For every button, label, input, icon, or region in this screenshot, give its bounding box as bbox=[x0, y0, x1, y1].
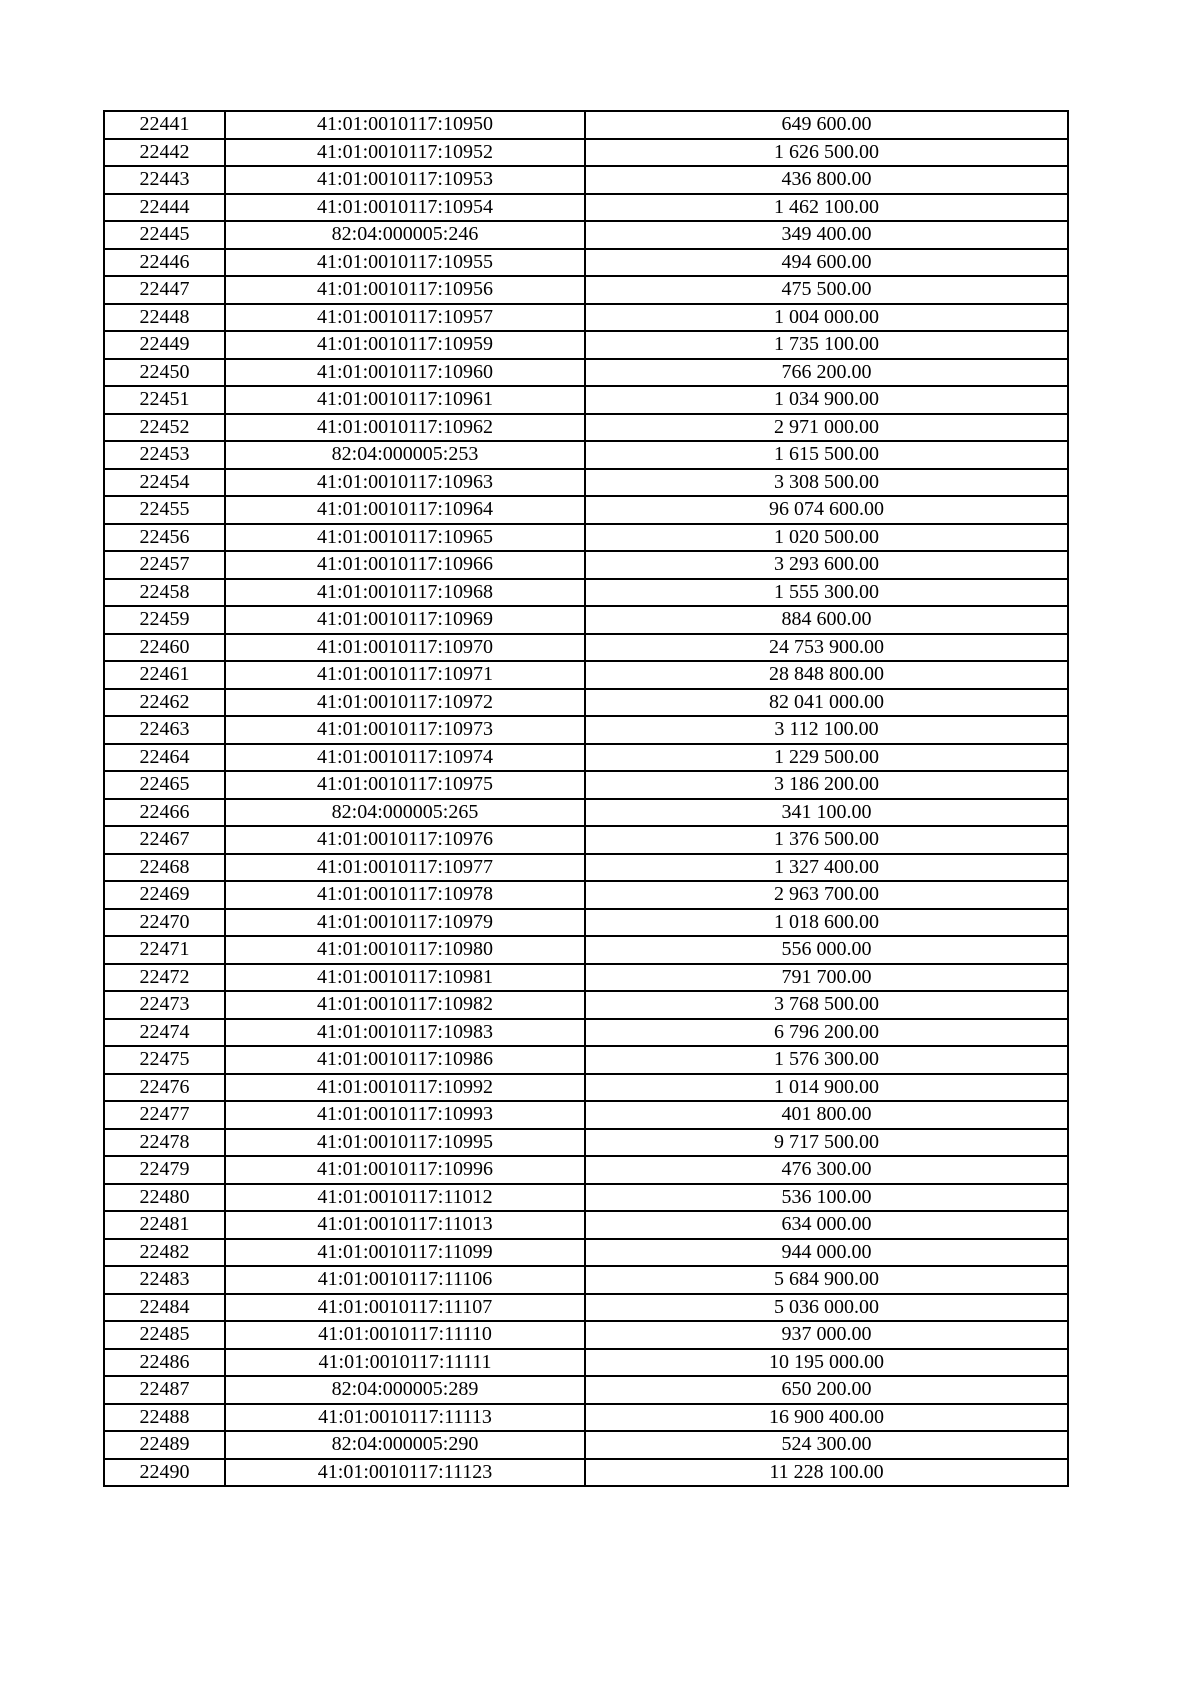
table-row bbox=[104, 386, 1068, 414]
row-number-cell: 22458 bbox=[104, 579, 225, 607]
cadastral-value-cell: 1 576 300.00 bbox=[585, 1046, 1068, 1074]
table-row bbox=[104, 1376, 1068, 1404]
row-number-cell: 22488 bbox=[104, 1404, 225, 1432]
table-row bbox=[104, 496, 1068, 524]
cadastral-value-cell: 436 800.00 bbox=[585, 166, 1068, 194]
table-row bbox=[104, 606, 1068, 634]
cadastral-number-cell: 41:01:0010117:10980 bbox=[225, 936, 585, 964]
row-number-cell: 22490 bbox=[104, 1459, 225, 1487]
cadastral-number-cell: 41:01:0010117:10992 bbox=[225, 1074, 585, 1102]
row-number-cell: 22466 bbox=[104, 799, 225, 827]
row-number-cell: 22484 bbox=[104, 1294, 225, 1322]
table-row bbox=[104, 689, 1068, 717]
cadastral-number-cell: 41:01:0010117:10964 bbox=[225, 496, 585, 524]
row-number-cell: 22441 bbox=[104, 111, 225, 139]
cadastral-value-table bbox=[103, 110, 1069, 1487]
cadastral-value-cell: 1 555 300.00 bbox=[585, 579, 1068, 607]
cadastral-number-cell: 82:04:000005:265 bbox=[225, 799, 585, 827]
row-number-cell: 22486 bbox=[104, 1349, 225, 1377]
cadastral-value-cell: 766 200.00 bbox=[585, 359, 1068, 387]
cadastral-number-cell: 41:01:0010117:10952 bbox=[225, 139, 585, 167]
cadastral-value-cell: 11 228 100.00 bbox=[585, 1459, 1068, 1487]
table-row bbox=[104, 964, 1068, 992]
table-row bbox=[104, 414, 1068, 442]
table-row bbox=[104, 661, 1068, 689]
cadastral-value-cell: 16 900 400.00 bbox=[585, 1404, 1068, 1432]
cadastral-number-cell: 41:01:0010117:11099 bbox=[225, 1239, 585, 1267]
cadastral-value-cell: 9 717 500.00 bbox=[585, 1129, 1068, 1157]
cadastral-value-cell: 475 500.00 bbox=[585, 276, 1068, 304]
row-number-cell: 22474 bbox=[104, 1019, 225, 1047]
cadastral-value-cell: 1 327 400.00 bbox=[585, 854, 1068, 882]
cadastral-number-cell: 41:01:0010117:10972 bbox=[225, 689, 585, 717]
cadastral-value-cell: 3 768 500.00 bbox=[585, 991, 1068, 1019]
row-number-cell: 22467 bbox=[104, 826, 225, 854]
table-row bbox=[104, 1129, 1068, 1157]
table-row bbox=[104, 331, 1068, 359]
cadastral-value-cell: 96 074 600.00 bbox=[585, 496, 1068, 524]
row-number-cell: 22479 bbox=[104, 1156, 225, 1184]
table-row bbox=[104, 441, 1068, 469]
cadastral-number-cell: 41:01:0010117:11111 bbox=[225, 1349, 585, 1377]
table-row bbox=[104, 139, 1068, 167]
table-row bbox=[104, 359, 1068, 387]
row-number-cell: 22485 bbox=[104, 1321, 225, 1349]
table-row bbox=[104, 771, 1068, 799]
cadastral-value-cell: 1 020 500.00 bbox=[585, 524, 1068, 552]
table-row bbox=[104, 826, 1068, 854]
cadastral-value-cell: 634 000.00 bbox=[585, 1211, 1068, 1239]
row-number-cell: 22482 bbox=[104, 1239, 225, 1267]
cadastral-value-cell: 536 100.00 bbox=[585, 1184, 1068, 1212]
cadastral-number-cell: 41:01:0010117:10973 bbox=[225, 716, 585, 744]
cadastral-number-cell: 41:01:0010117:10965 bbox=[225, 524, 585, 552]
cadastral-number-cell: 41:01:0010117:10995 bbox=[225, 1129, 585, 1157]
cadastral-number-cell: 41:01:0010117:10955 bbox=[225, 249, 585, 277]
row-number-cell: 22447 bbox=[104, 276, 225, 304]
row-number-cell: 22478 bbox=[104, 1129, 225, 1157]
row-number-cell: 22477 bbox=[104, 1101, 225, 1129]
row-number-cell: 22463 bbox=[104, 716, 225, 744]
row-number-cell: 22455 bbox=[104, 496, 225, 524]
table-row bbox=[104, 1459, 1068, 1487]
row-number-cell: 22459 bbox=[104, 606, 225, 634]
cadastral-value-cell: 650 200.00 bbox=[585, 1376, 1068, 1404]
row-number-cell: 22454 bbox=[104, 469, 225, 497]
row-number-cell: 22460 bbox=[104, 634, 225, 662]
cadastral-number-cell: 41:01:0010117:10966 bbox=[225, 551, 585, 579]
row-number-cell: 22472 bbox=[104, 964, 225, 992]
cadastral-number-cell: 41:01:0010117:11106 bbox=[225, 1266, 585, 1294]
cadastral-value-cell: 1 018 600.00 bbox=[585, 909, 1068, 937]
cadastral-number-cell: 41:01:0010117:10974 bbox=[225, 744, 585, 772]
cadastral-number-cell: 41:01:0010117:10954 bbox=[225, 194, 585, 222]
cadastral-value-cell: 1 615 500.00 bbox=[585, 441, 1068, 469]
cadastral-value-cell: 349 400.00 bbox=[585, 221, 1068, 249]
table-row bbox=[104, 111, 1068, 139]
table-row bbox=[104, 936, 1068, 964]
cadastral-number-cell: 82:04:000005:290 bbox=[225, 1431, 585, 1459]
table-row bbox=[104, 194, 1068, 222]
cadastral-number-cell: 41:01:0010117:10957 bbox=[225, 304, 585, 332]
table-body bbox=[104, 111, 1068, 1486]
cadastral-number-cell: 41:01:0010117:10962 bbox=[225, 414, 585, 442]
cadastral-value-cell: 2 963 700.00 bbox=[585, 881, 1068, 909]
row-number-cell: 22461 bbox=[104, 661, 225, 689]
row-number-cell: 22456 bbox=[104, 524, 225, 552]
cadastral-number-cell: 41:01:0010117:10978 bbox=[225, 881, 585, 909]
table-row bbox=[104, 551, 1068, 579]
table-row bbox=[104, 991, 1068, 1019]
cadastral-value-cell: 3 293 600.00 bbox=[585, 551, 1068, 579]
cadastral-value-cell: 5 684 900.00 bbox=[585, 1266, 1068, 1294]
cadastral-number-cell: 41:01:0010117:10986 bbox=[225, 1046, 585, 1074]
cadastral-value-cell: 82 041 000.00 bbox=[585, 689, 1068, 717]
cadastral-value-cell: 524 300.00 bbox=[585, 1431, 1068, 1459]
table-row bbox=[104, 1211, 1068, 1239]
row-number-cell: 22450 bbox=[104, 359, 225, 387]
table-row bbox=[104, 166, 1068, 194]
cadastral-number-cell: 41:01:0010117:10963 bbox=[225, 469, 585, 497]
table-row bbox=[104, 276, 1068, 304]
row-number-cell: 22487 bbox=[104, 1376, 225, 1404]
row-number-cell: 22475 bbox=[104, 1046, 225, 1074]
table-row bbox=[104, 854, 1068, 882]
row-number-cell: 22442 bbox=[104, 139, 225, 167]
cadastral-value-cell: 884 600.00 bbox=[585, 606, 1068, 634]
cadastral-number-cell: 41:01:0010117:10975 bbox=[225, 771, 585, 799]
table-row bbox=[104, 1184, 1068, 1212]
cadastral-number-cell: 41:01:0010117:11107 bbox=[225, 1294, 585, 1322]
cadastral-value-cell: 28 848 800.00 bbox=[585, 661, 1068, 689]
cadastral-number-cell: 41:01:0010117:10960 bbox=[225, 359, 585, 387]
cadastral-number-cell: 41:01:0010117:10953 bbox=[225, 166, 585, 194]
row-number-cell: 22468 bbox=[104, 854, 225, 882]
table-row bbox=[104, 1156, 1068, 1184]
cadastral-value-cell: 791 700.00 bbox=[585, 964, 1068, 992]
row-number-cell: 22444 bbox=[104, 194, 225, 222]
table-row bbox=[104, 469, 1068, 497]
cadastral-value-cell: 944 000.00 bbox=[585, 1239, 1068, 1267]
cadastral-number-cell: 41:01:0010117:10970 bbox=[225, 634, 585, 662]
table-row bbox=[104, 524, 1068, 552]
cadastral-number-cell: 41:01:0010117:10950 bbox=[225, 111, 585, 139]
cadastral-number-cell: 41:01:0010117:10968 bbox=[225, 579, 585, 607]
cadastral-number-cell: 41:01:0010117:11110 bbox=[225, 1321, 585, 1349]
cadastral-value-cell: 649 600.00 bbox=[585, 111, 1068, 139]
cadastral-value-cell: 1 462 100.00 bbox=[585, 194, 1068, 222]
row-number-cell: 22464 bbox=[104, 744, 225, 772]
cadastral-value-cell: 24 753 900.00 bbox=[585, 634, 1068, 662]
table-row bbox=[104, 799, 1068, 827]
row-number-cell: 22443 bbox=[104, 166, 225, 194]
cadastral-value-cell: 556 000.00 bbox=[585, 936, 1068, 964]
table-row bbox=[104, 909, 1068, 937]
row-number-cell: 22462 bbox=[104, 689, 225, 717]
table-row bbox=[104, 221, 1068, 249]
row-number-cell: 22476 bbox=[104, 1074, 225, 1102]
cadastral-number-cell: 41:01:0010117:10982 bbox=[225, 991, 585, 1019]
cadastral-value-cell: 1 376 500.00 bbox=[585, 826, 1068, 854]
cadastral-value-cell: 1 004 000.00 bbox=[585, 304, 1068, 332]
cadastral-value-cell: 3 186 200.00 bbox=[585, 771, 1068, 799]
cadastral-number-cell: 82:04:000005:253 bbox=[225, 441, 585, 469]
cadastral-number-cell: 41:01:0010117:10979 bbox=[225, 909, 585, 937]
table-row bbox=[104, 304, 1068, 332]
row-number-cell: 22469 bbox=[104, 881, 225, 909]
cadastral-value-cell: 494 600.00 bbox=[585, 249, 1068, 277]
table-row bbox=[104, 634, 1068, 662]
cadastral-value-cell: 1 735 100.00 bbox=[585, 331, 1068, 359]
cadastral-number-cell: 41:01:0010117:10976 bbox=[225, 826, 585, 854]
row-number-cell: 22446 bbox=[104, 249, 225, 277]
cadastral-value-cell: 10 195 000.00 bbox=[585, 1349, 1068, 1377]
row-number-cell: 22449 bbox=[104, 331, 225, 359]
cadastral-number-cell: 41:01:0010117:11123 bbox=[225, 1459, 585, 1487]
row-number-cell: 22481 bbox=[104, 1211, 225, 1239]
cadastral-number-cell: 41:01:0010117:10959 bbox=[225, 331, 585, 359]
row-number-cell: 22473 bbox=[104, 991, 225, 1019]
table-row bbox=[104, 744, 1068, 772]
table-row bbox=[104, 1431, 1068, 1459]
row-number-cell: 22470 bbox=[104, 909, 225, 937]
cadastral-value-cell: 2 971 000.00 bbox=[585, 414, 1068, 442]
cadastral-number-cell: 41:01:0010117:10969 bbox=[225, 606, 585, 634]
row-number-cell: 22457 bbox=[104, 551, 225, 579]
cadastral-value-cell: 3 112 100.00 bbox=[585, 716, 1068, 744]
table-row bbox=[104, 1294, 1068, 1322]
cadastral-number-cell: 41:01:0010117:10971 bbox=[225, 661, 585, 689]
cadastral-number-cell: 41:01:0010117:10981 bbox=[225, 964, 585, 992]
row-number-cell: 22489 bbox=[104, 1431, 225, 1459]
cadastral-value-cell: 1 229 500.00 bbox=[585, 744, 1068, 772]
cadastral-number-cell: 41:01:0010117:10977 bbox=[225, 854, 585, 882]
cadastral-number-cell: 41:01:0010117:10993 bbox=[225, 1101, 585, 1129]
table-row bbox=[104, 1046, 1068, 1074]
row-number-cell: 22445 bbox=[104, 221, 225, 249]
table-row bbox=[104, 1074, 1068, 1102]
row-number-cell: 22453 bbox=[104, 441, 225, 469]
row-number-cell: 22471 bbox=[104, 936, 225, 964]
cadastral-number-cell: 41:01:0010117:11013 bbox=[225, 1211, 585, 1239]
cadastral-value-cell: 937 000.00 bbox=[585, 1321, 1068, 1349]
cadastral-value-cell: 1 014 900.00 bbox=[585, 1074, 1068, 1102]
row-number-cell: 22451 bbox=[104, 386, 225, 414]
table-row bbox=[104, 249, 1068, 277]
cadastral-number-cell: 41:01:0010117:10983 bbox=[225, 1019, 585, 1047]
cadastral-value-cell: 341 100.00 bbox=[585, 799, 1068, 827]
cadastral-value-cell: 6 796 200.00 bbox=[585, 1019, 1068, 1047]
cadastral-value-cell: 1 626 500.00 bbox=[585, 139, 1068, 167]
cadastral-number-cell: 41:01:0010117:10956 bbox=[225, 276, 585, 304]
table-row bbox=[104, 1019, 1068, 1047]
table-row bbox=[104, 1266, 1068, 1294]
table-row bbox=[104, 1321, 1068, 1349]
table-row bbox=[104, 1349, 1068, 1377]
cadastral-number-cell: 41:01:0010117:11113 bbox=[225, 1404, 585, 1432]
row-number-cell: 22483 bbox=[104, 1266, 225, 1294]
cadastral-value-cell: 476 300.00 bbox=[585, 1156, 1068, 1184]
table-row bbox=[104, 579, 1068, 607]
table-row bbox=[104, 1101, 1068, 1129]
cadastral-number-cell: 41:01:0010117:10996 bbox=[225, 1156, 585, 1184]
table-row bbox=[104, 1404, 1068, 1432]
cadastral-number-cell: 82:04:000005:289 bbox=[225, 1376, 585, 1404]
cadastral-number-cell: 41:01:0010117:11012 bbox=[225, 1184, 585, 1212]
table-row bbox=[104, 1239, 1068, 1267]
cadastral-number-cell: 41:01:0010117:10961 bbox=[225, 386, 585, 414]
cadastral-value-cell: 3 308 500.00 bbox=[585, 469, 1068, 497]
cadastral-number-cell: 82:04:000005:246 bbox=[225, 221, 585, 249]
table-row bbox=[104, 881, 1068, 909]
row-number-cell: 22480 bbox=[104, 1184, 225, 1212]
row-number-cell: 22448 bbox=[104, 304, 225, 332]
row-number-cell: 22465 bbox=[104, 771, 225, 799]
table-row bbox=[104, 716, 1068, 744]
row-number-cell: 22452 bbox=[104, 414, 225, 442]
cadastral-value-cell: 401 800.00 bbox=[585, 1101, 1068, 1129]
cadastral-value-cell: 5 036 000.00 bbox=[585, 1294, 1068, 1322]
cadastral-value-cell: 1 034 900.00 bbox=[585, 386, 1068, 414]
